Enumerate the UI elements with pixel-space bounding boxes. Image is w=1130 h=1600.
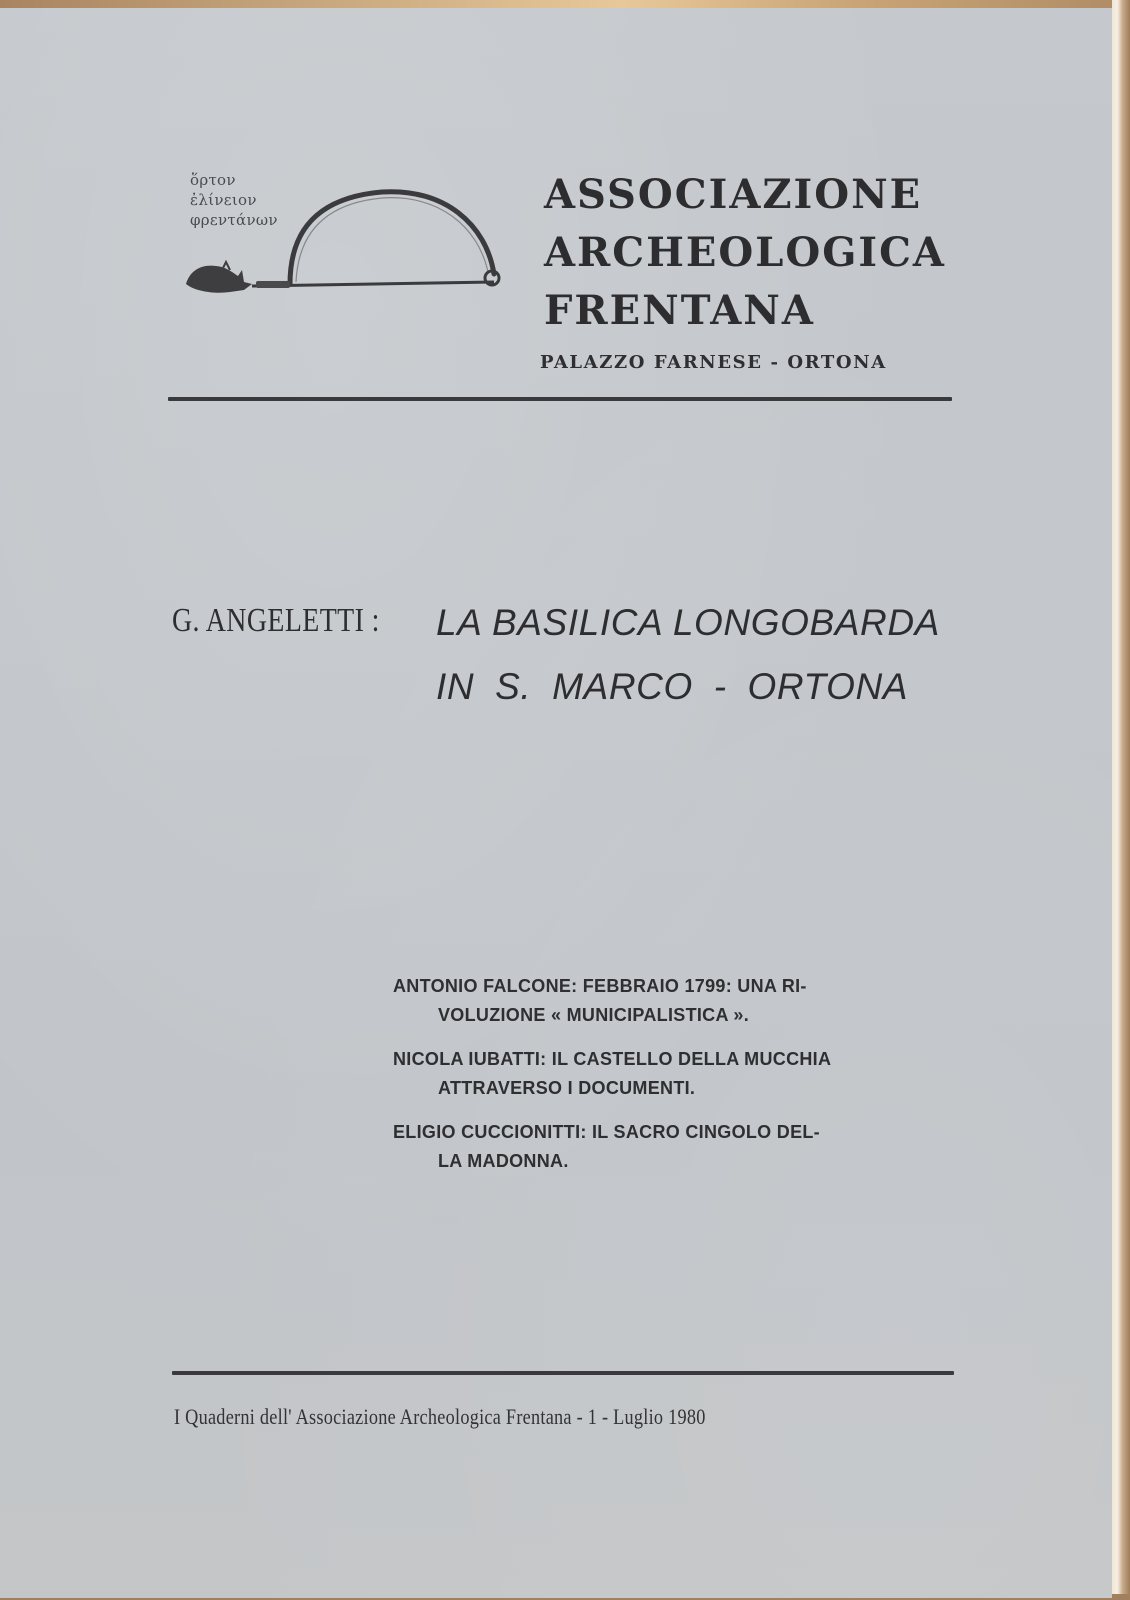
contents-entry [393, 972, 963, 1030]
contents-entry [393, 1118, 963, 1176]
contents-entry-line: LA MADONNA. [438, 1151, 569, 1171]
greek-line: ὅρτον [190, 171, 236, 189]
contents-entry-line: ELIGIO CUCCIONITTI: IL SACRO CINGOLO DEL- [393, 1122, 820, 1142]
contents-list [393, 972, 963, 1191]
header-divider [168, 397, 952, 401]
contents-entry [393, 1045, 963, 1103]
contents-entry-line: ATTRAVERSO I DOCUMENTI. [438, 1078, 696, 1098]
association-address: PALAZZO FARNESE - ORTONA [540, 352, 887, 373]
title-author-line [172, 602, 425, 640]
contents-entry-line: ANTONIO FALCONE: FEBBRAIO 1799: UNA RI- [393, 976, 807, 996]
series-footer: I Quaderni dell' Associazione Archeologica Frentana - 1 - Luglio 1980 [174, 1404, 706, 1429]
booklet-cover [0, 8, 1112, 1598]
greek-line: ἐλίνειον [190, 191, 257, 209]
footer-divider [172, 1371, 954, 1375]
background-surface-right [1112, 0, 1130, 1600]
association-name [544, 166, 964, 340]
association-name-line: FRENTANA [544, 287, 815, 334]
greek-line: φρεντάνων [190, 211, 278, 229]
main-title-line: IN S. MARCO - ORTONA [436, 666, 909, 707]
association-logo [182, 166, 504, 296]
association-name-line: ASSOCIAZIONE [544, 171, 923, 218]
association-name-line: ARCHEOLOGICA [544, 229, 946, 276]
fibula-brooch-icon [182, 166, 504, 296]
contents-entry-line: NICOLA IUBATTI: IL CASTELLO DELLA MUCCHIA [393, 1049, 832, 1069]
main-title-line: LA BASILICA LONGOBARDA [436, 602, 940, 643]
main-author: G. ANGELETTI : [172, 602, 380, 639]
contents-entry-line: VOLUZIONE « MUNICIPALISTICA ». [438, 1005, 750, 1025]
